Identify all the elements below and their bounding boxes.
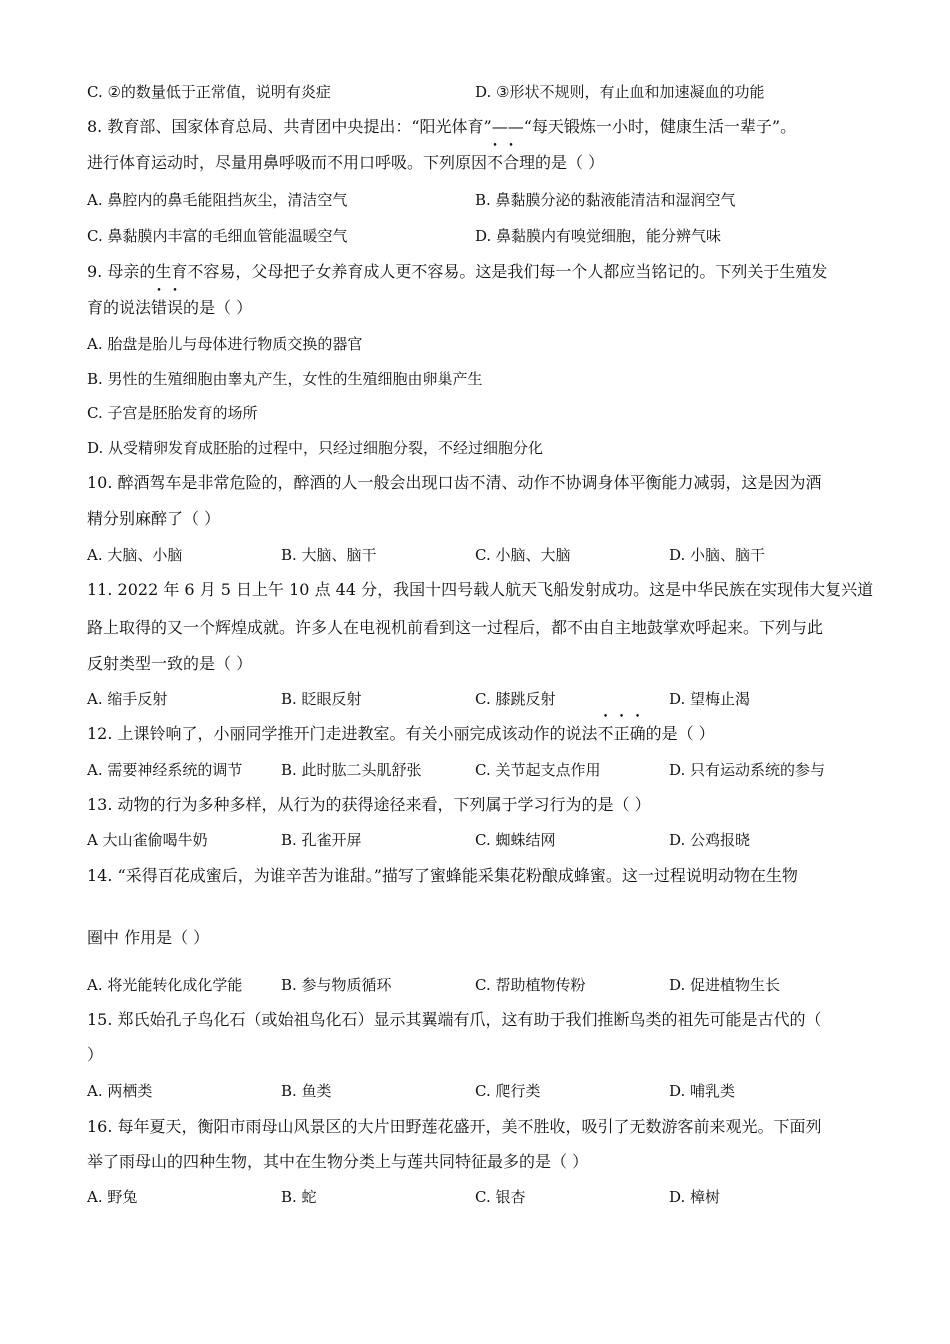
q13-option-d: D. 公鸡报晓 (669, 831, 751, 849)
q15-option-c: C. 爬行类 (475, 1082, 541, 1100)
q10-stem-line1: 10. 醉酒驾车是非常危险的，醉酒的人一般会出现口齿不清、动作不协调身体平衡能力减弱，这是因为酒 (87, 473, 822, 492)
q8-stem-line1: 8. 教育部、国家体育总局、共青团中央提出：“阳光体育”——“每天锻炼一小时，健康生活一辈子”。 (87, 117, 797, 136)
q12-emphasis-char: 确 (629, 724, 646, 743)
q8-option-b: B. 鼻黏膜分泌的黏液能清洁和湿润空气 (475, 191, 736, 209)
q16-stem-line1: 16. 每年夏天，衡阳市雨母山风景区的大片田野莲花盛开，美不胜收，吸引了无数游客前来观光。下面列 (87, 1117, 822, 1136)
q13-option-a: A 大山雀偷喝牛奶 (87, 831, 208, 849)
q16-option-a: A. 野兔 (87, 1188, 138, 1206)
q12-option-c: C. 关节起支点作用 (475, 761, 601, 779)
q9-stem-line1: 9. 母亲的生育不容易，父母把子女养育成人更不容易。这是我们每一个人都应当铭记的。下列关于生殖发 (87, 262, 828, 281)
q9-stem-line2: 育的说法错误的是（ ） (87, 298, 253, 317)
q15-stem-line1: 15. 郑氏始孔子鸟化石（或始祖鸟化石）显示其翼端有爪，这有助于我们推断鸟类的祖先可能是古代的（ (87, 1010, 822, 1029)
q9-emphasis-char: 误 (167, 298, 184, 317)
q16-stem-line2: 举了雨母山的四种生物，其中在生物分类上与莲共同特征最多的是（ ） (87, 1152, 589, 1171)
q15-option-a: A. 两栖类 (87, 1082, 153, 1100)
q11-option-b: B. 眨眼反射 (281, 690, 362, 708)
q13-option-b: B. 孔雀开屏 (281, 831, 362, 849)
q16-option-d: D. 樟树 (669, 1188, 721, 1206)
q12-emphasis-char: 正 (613, 724, 630, 743)
q7-option-d: D. ③形状不规则，有止血和加速凝血的功能 (475, 83, 765, 101)
q8-option-d: D. 鼻黏膜内有嗅觉细胞，能分辨气味 (475, 227, 722, 245)
q11-option-a: A. 缩手反射 (87, 690, 168, 708)
q14-option-d: D. 促进植物生长 (669, 976, 781, 994)
q13-option-c: C. 蜘蛛结网 (475, 831, 556, 849)
q11-stem-line1: 11. 2022 年 6 月 5 日上午 10 点 44 分，我国十四号载人航天飞船发射成功。这是中华民族在实现伟大复兴道 (87, 580, 874, 599)
q12-option-d: D. 只有运动系统的参与 (669, 761, 826, 779)
q11-stem-line3: 反射类型一致的是（ ） (87, 654, 253, 673)
q13-stem-line1: 13. 动物的行为多种多样，从行为的获得途径来看，下列属于学习行为的是（ ） (87, 795, 651, 814)
q9-option-b: B. 男性的生殖细胞由睾丸产生，女性的生殖细胞由卵巢产生 (87, 370, 483, 388)
q8-stem-line2: 进行体育运动时，尽量用鼻呼吸而不用口呼吸。下列原因不合理的是（ ） (87, 153, 605, 172)
q8-option-c: C. 鼻黏膜内丰富的毛细血管能温暖空气 (87, 227, 348, 245)
q12-option-b: B. 此时肱二头肌舒张 (281, 761, 422, 779)
q9-option-d: D. 从受精卵发育成胚胎的过程中，只经过细胞分裂，不经过细胞分化 (87, 439, 544, 457)
q10-option-a: A. 大脑、小脑 (87, 546, 183, 564)
q9-option-a: A. 胎盘是胎儿与母体进行物质交换的器官 (87, 335, 363, 353)
q14-stem-line1: 14. “采得百花成蜜后，为谁辛苦为谁甜。”描写了蜜蜂能采集花粉酿成蜂蜜。这一过程说明动物在生物 (87, 866, 798, 885)
q16-option-b: B. 蛇 (281, 1188, 317, 1206)
q14-option-c: C. 帮助植物传粉 (475, 976, 586, 994)
q12-option-a: A. 需要神经系统的调节 (87, 761, 243, 779)
q11-stem-line2: 路上取得的又一个辉煌成就。许多人在电视机前看到这一过程后，都不由自主地鼓掌欢呼起来。下列与此 (87, 618, 824, 637)
q16-option-c: C. 银杏 (475, 1188, 526, 1206)
q15-option-b: B. 鱼类 (281, 1082, 332, 1100)
q15-stem-line2: ） (87, 1045, 104, 1064)
q9-emphasis-char: 错 (151, 298, 168, 317)
q7-option-c: C. ②的数量低于正常值，说明有炎症 (87, 83, 331, 101)
q10-option-b: B. 大脑、脑干 (281, 546, 377, 564)
q11-option-c: C. 膝跳反射 (475, 690, 556, 708)
q14-option-b: B. 参与物质循环 (281, 976, 392, 994)
q10-option-d: D. 小脑、脑干 (669, 546, 766, 564)
q11-option-d: D. 望梅止渴 (669, 690, 751, 708)
q14-stem-line2: 圈中 作用是（ ） (87, 928, 210, 947)
q15-option-d: D. 哺乳类 (669, 1082, 736, 1100)
q8-emphasis-char: 不 (487, 153, 504, 172)
q10-stem-line2: 精分别麻醉了（ ） (87, 509, 221, 528)
q9-option-c: C. 子宫是胚胎发育的场所 (87, 404, 258, 422)
q12-emphasis-char: 不 (597, 724, 614, 743)
q8-emphasis-char: 合 (503, 153, 520, 172)
q10-option-c: C. 小脑、大脑 (475, 546, 571, 564)
q12-stem-line1: 12. 上课铃响了，小丽同学推开门走进教室。有关小丽完成该动作的说法不正确的是（ ） (87, 724, 715, 743)
q8-option-a: A. 鼻腔内的鼻毛能阻挡灰尘，清洁空气 (87, 191, 348, 209)
q14-option-a: A. 将光能转化成化学能 (87, 976, 243, 994)
